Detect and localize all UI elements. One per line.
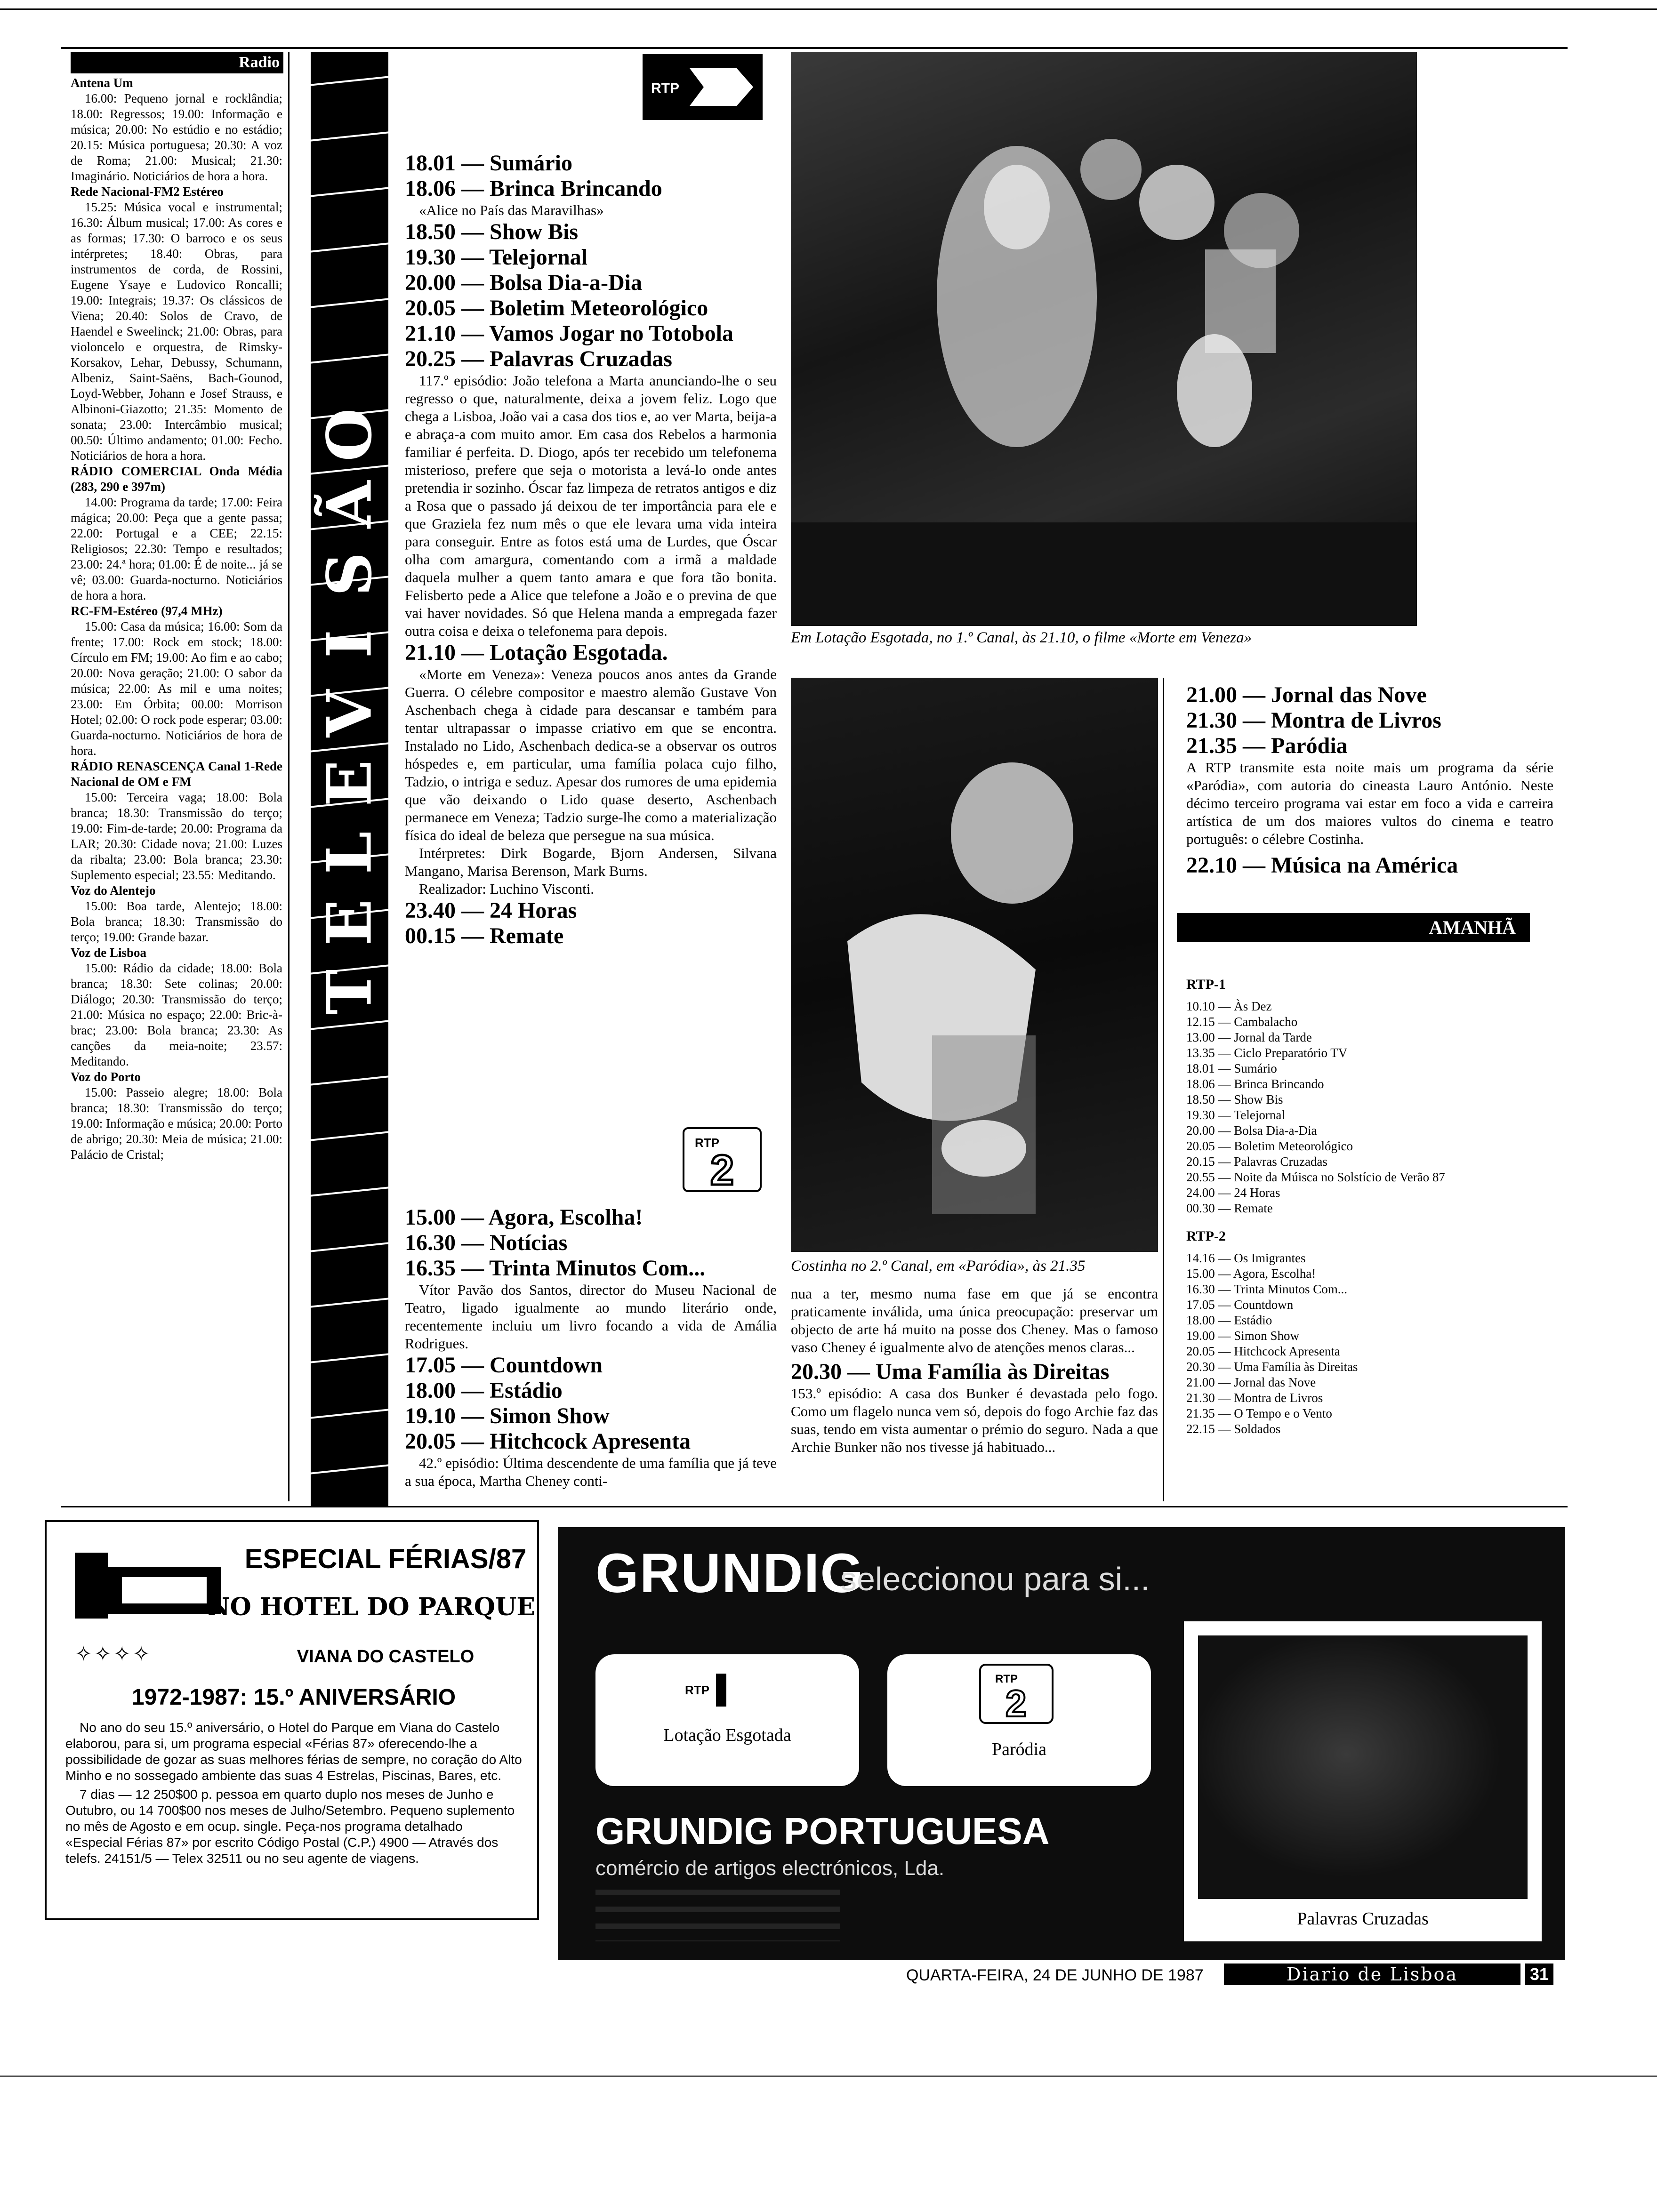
radio-station-schedule: 15.00: Terceira vaga; 18.00: Bola branca; 18.30: Transmissão do terço; 19.00: Fim-de-tarde; 20.00: Programa da LAR; 20.30: Cidade nova; 21.00: Luzes da ribalta; 23.00: Bola branca; 23.30: Suplemento especial; 23.55: Meditando.: [71, 790, 282, 882]
hotel-city: VIANA DO CASTELO: [297, 1647, 475, 1667]
schedule-item: 18.50 — Show Bis: [1186, 1092, 1283, 1106]
programme-desc: «Alice no País das Maravilhas»: [419, 202, 604, 218]
grundig-photo-box: [1184, 1621, 1542, 1941]
band-stripe: [311, 187, 388, 197]
rtp2-evening: [1186, 682, 1553, 878]
schedule-item: 19.00 — Simon Show: [1186, 1329, 1300, 1343]
frame-bottom: [61, 1506, 1568, 1507]
band-stripe: [311, 1464, 388, 1474]
ad-hotel-parque: [45, 1520, 539, 1920]
footer-masthead: Diario de Lisboa: [1224, 1964, 1520, 1985]
programme-title: 18.50 — Show Bis: [405, 219, 579, 244]
hotel-title2: NO HOTEL DO PARQUE: [207, 1593, 535, 1621]
band-stripe: [311, 131, 388, 141]
radio-header: Radio: [71, 52, 283, 73]
radio-station-schedule: 15.00: Boa tarde, Alentejo; 18.00: Bola branca; 18.30: Transmissão do terço; 19.00: Grande bazar.: [71, 899, 282, 944]
radio-station-schedule: 15.00: Passeio alegre; 18.00: Bola branca; 18.30: Transmissão do terço; 19.00: Informação e música; 20.00: Porto de abrigo; 20.30: Meia de música; 21.00: Palácio de Cristal;: [71, 1085, 282, 1162]
programme-title: 18.01 — Sumário: [405, 151, 573, 176]
schedule-item: 17.05 — Countdown: [1186, 1298, 1294, 1312]
programme-title: 20.25 — Palavras Cruzadas: [405, 346, 672, 371]
programme-title: 18.00 — Estádio: [405, 1378, 563, 1403]
svg-text:RTP: RTP: [685, 1683, 709, 1697]
programme-desc: «Morte em Veneza»: Veneza poucos anos antes da Grande Guerra. O célebre compositor e maestro alemão Gustave Von Aschenbach chega à cidade para descansar e também para tentar ultrapassar o impasse criativo em que se encontra. Instalado no Lido, Aschenbach dedica-se a observar os outros hóspedes e, em particular, uma família polaca cujo filho, Tadzio, o intriga e seduz. Apesar dos rumores de uma epidemia que vão deixando o Lido quase deserto, Aschenbach permanece em Veneza; Tadzio surge-lhe como a materialização física do ideal de beleza que persegue na sua música.: [405, 666, 777, 843]
schedule-item: 20.00 — Bolsa Dia-a-Dia: [1186, 1123, 1317, 1138]
radio-station-schedule: 14.00: Programa da tarde; 17.00: Feira mágica; 20.00: Peça que a gente passa; 22.00: Portugal e a CEE; 22.15: Religiosos; 22.30: Tempo e resultados; 23.00: 24.ª hora; 01.00: É de noite... já se vê; 03.00: Guarda-nocturno. Noticiários de hora a hora.: [71, 495, 282, 602]
programme-title: 19.30 — Telejornal: [405, 245, 588, 270]
schedule-item: 13.35 — Ciclo Preparatório TV: [1186, 1046, 1348, 1060]
grundig-box-lotacao: [595, 1654, 859, 1786]
rtp2-icon: [684, 1129, 760, 1190]
schedule-item: 00.30 — Remate: [1186, 1201, 1273, 1215]
grundig-box1-label: Lotação Esgotada: [663, 1725, 791, 1745]
grundig-tagline: seleccionou para si...: [840, 1561, 1150, 1597]
grundig-company-sub: comércio de artigos electrónicos, Lda.: [595, 1857, 945, 1880]
page-number: 31: [1525, 1964, 1553, 1985]
evening-item-1: 21.00 — Jornal das Nove: [1186, 682, 1427, 707]
programme-title: 21.10 — Lotação Esgotada.: [405, 640, 668, 665]
grundig-brand: GRUNDIG: [595, 1542, 865, 1604]
grundig-photo-caption: Palavras Cruzadas: [1297, 1909, 1429, 1929]
programme-title: 21.10 — Vamos Jogar no Totobola: [405, 321, 733, 346]
amanha-rtp1-label: RTP-1: [1186, 977, 1226, 992]
band-stripe: [311, 1242, 388, 1252]
hotel-body1: No ano do seu 15.º aniversário, o Hotel do Parque em Viana do Castelo elaborou, para si, um programa especial «Férias 87» oferecendo-lhe a possibilidade de gozar as suas melhores férias de sempre, no coração do Alto Minho e no sossegado ambiente das suas 4 Estrelas, Piscinas, Bares, etc.: [65, 1720, 522, 1783]
musica-america: 22.10 — Música na América: [1186, 853, 1458, 878]
band-stripe: [311, 1409, 388, 1419]
parodia-desc: A RTP transmite esta noite mais um programa da série «Paródia», com autoria do cineasta Lauro António. Neste décimo terceiro programa vai estar em foco a vida e carreira artística de um dos maiores vultos do cinema e teatro português: o célebre Costinha.: [1186, 759, 1553, 847]
amanha-schedule: [1186, 977, 1544, 1437]
hotel-body2: 7 dias — 12 250$00 p. pessoa em quarto duplo nos meses de Junho e Outubro, ou 14 700$00 nos meses de Julho/Setembro. Pequeno suplemento no mês de Agosto e em ocup. single. Peça-nos programa detalhado «Especial Férias 87» por escrito Código Postal (C.P.) 4900 — Através dos telefs. 24151/5 — Telex 32511 ou no seu agente de viagens.: [65, 1787, 515, 1866]
caption-photo2: Costinha no 2.º Canal, em «Paródia», às 21.35: [791, 1258, 1086, 1274]
hotel-title1: ESPECIAL FÉRIAS/87: [244, 1544, 527, 1574]
television-letter: S: [313, 552, 386, 596]
programme-title: 20.05 — Hitchcock Apresenta: [405, 1429, 691, 1454]
schedule-item: 21.00 — Jornal das Nove: [1186, 1375, 1316, 1389]
television-letter: E: [313, 899, 386, 946]
schedule-item: 20.05 — Hitchcock Apresenta: [1186, 1344, 1340, 1358]
grundig-box2-label: Paródia: [991, 1739, 1047, 1759]
evening-item-2: 21.30 — Montra de Livros: [1186, 708, 1441, 733]
radio-station-schedule: 15.00: Casa da música; 16.00: Som da frente; 17.00: Rock em stock; 18.00: Círculo em FM; 19.00: Ao fim e ao cabo; 20.00: Nova geração; 21.00: O sabor da música; 22.00: As mil e uma noites; 23.00: Em Órbita; 00.00: Morrison Hotel; 02.00: O rock pode esperar; 03.00: Guarda-nocturno. Noticiários de hora de hora.: [71, 619, 282, 758]
svg-text:RTP: RTP: [651, 80, 679, 96]
band-stripe: [311, 76, 388, 86]
ad-grundig: [558, 1527, 1565, 1960]
radio-station-name: Voz de Lisboa: [71, 946, 147, 960]
schedule-item: 20.05 — Boletim Meteorológico: [1186, 1139, 1353, 1153]
schedule-item: 20.30 — Uma Família às Direitas: [1186, 1360, 1358, 1374]
grundig-company: GRUNDIG PORTUGUESA: [595, 1810, 1050, 1852]
bottom-rule: [0, 2076, 1657, 2077]
schedule-item: 14.16 — Os Imigrantes: [1186, 1251, 1306, 1265]
svg-text:2: 2: [710, 1147, 734, 1190]
rtp1-logo: [643, 54, 763, 120]
schedule-item: 13.00 — Jornal da Tarde: [1186, 1030, 1312, 1044]
frame-top: [61, 47, 1568, 49]
programme-title: 20.05 — Boletim Meteorológico: [405, 296, 708, 321]
radio-station-name: RC-FM-Estéreo (97,4 MHz): [71, 604, 223, 618]
schedule-item: 18.06 — Brinca Brincando: [1186, 1077, 1324, 1091]
programme-title: 20.00 — Bolsa Dia-a-Dia: [405, 270, 642, 295]
programme-title: 17.05 — Countdown: [405, 1353, 603, 1378]
band-stripe: [311, 1353, 388, 1363]
radio-station-name: Antena Um: [71, 76, 133, 90]
radio-station-name: RÁDIO COMERCIAL Onda Média (283, 290 e 397m): [71, 464, 282, 494]
programme-extra2: Realizador: Luchino Visconti.: [419, 881, 595, 897]
schedule-item: 24.00 — 24 Horas: [1186, 1186, 1280, 1200]
band-stripe: [311, 1131, 388, 1141]
familia-title: 20.30 — Uma Família às Direitas: [791, 1359, 1110, 1384]
radio-listings: [71, 75, 282, 1162]
amanha-rtp1-list: [1186, 999, 1544, 1216]
schedule-item: 21.35 — O Tempo e o Vento: [1186, 1406, 1332, 1420]
schedule-item: 19.30 — Telejornal: [1186, 1108, 1285, 1122]
television-letter: I: [313, 629, 386, 658]
television-letter: Ã: [313, 481, 386, 529]
rtp1-arrow-icon: [643, 54, 763, 120]
photo-illustration: [791, 52, 1417, 626]
television-label: [311, 400, 388, 1106]
hotel-body: [65, 1720, 522, 1867]
top-rule: [0, 8, 1657, 10]
hitchcock-continued: nua a ter, mesmo numa fase em que já se encontra praticamente inválida, uma única preocupação: preservar um objecto de arte há muito na posse dos Cheney. Mas o famoso vaso Cheney é igualmente alvo de atenções menos claras...: [791, 1285, 1158, 1355]
programme-title: 00.15 — Remate: [405, 923, 564, 948]
television-letter: E: [313, 760, 386, 807]
hotel-anniversary: 1972-1987: 15.º ANIVERSÁRIO: [131, 1685, 456, 1710]
television-letter: T: [313, 969, 386, 1015]
rtp2-logo: [683, 1127, 762, 1192]
television-letter: L: [313, 831, 386, 874]
column-divider-right: [1163, 678, 1164, 1501]
svg-text:2: 2: [1005, 1683, 1027, 1722]
schedule-item: 18.00 — Estádio: [1186, 1313, 1272, 1327]
radio-station-schedule: 15.25: Música vocal e instrumental; 16.30: Álbum musical; 17.00: As cores e as formas; 17.30: O barroco e os seus intérpretes; 18.40: Obras, para instrumentos de corda, de Rossini, Eugene Ysaye e Ludovico Roncalli; 19.00: Integrais; 19.37: Os clássicos de Viena; 20.40: Solos de Cravo, de Haendel e Sweelinck; 21.00: Obras, para violoncelo e orquestra, de Rimsky-Korsakov, Lehar, Debussy, Schumann, Albeniz, Saint-Saëns, Bach-Gounod, Loyd-Webber, Johann e Josef Strauss, e Albinoni-Giazotto; 21.35: Momento de sonata; 23.00: Intercâmbio musical; 00.50: Último andamento; 01.00: Fecho. Noticiários de hora a hora.: [71, 200, 282, 463]
column-divider: [288, 52, 290, 1501]
programme-desc: 117.º episódio: João telefona a Marta anunciando-lhe o seu regresso o que, naturalmente, deixa a jovem feliz. Logo que chega a Lisboa, João vai a casa dos tios e, ao ver Marta, beija-a e abraça-a com muito amor. Em casa dos Rebelos a harmonia familiar é perfeita. D. Diogo, após ter recebido um telefonema misterioso, prefere que seja o motorista a levá-lo onde antes pretendia ir sozinho. Óscar faz limpeza de retratos antigos e diz a Rosa que o passado já deixou de ter importância para ele e que Graziela fez num mês o que ele levara uma vida inteira para conseguir. Entre as fotos está uma de Lurdes, que Óscar olha com amargura, comentando com a irmã a maldade daquela mulher a quem tanto amara e que fora tão bonita. Felisberto pede a Alice que telefone a João e o previna de que vai haver novidades. Só que Helena manda a empregada fazer outra coisa e deixa o telefonema para depois.: [405, 372, 777, 639]
radio-station-schedule: 15.00: Rádio da cidade; 18.00: Bola branca; 18.30: Sete colinas; 20.00: Diálogo; 20.30: Transmissão do terço; 21.00: Música no espaço; 22.00: Bric-à-brac; 23.00: Bola branca; 23.30: As canções da meia-noite; 23.57: Meditando.: [71, 961, 282, 1068]
schedule-item: 16.30 — Trinta Minutos Com...: [1186, 1282, 1348, 1296]
photo-illustration-2: [791, 678, 1158, 1252]
photo-morte-em-veneza: [791, 52, 1417, 626]
grundig-photo: [1198, 1635, 1528, 1899]
footer-date: QUARTA-FEIRA, 24 DE JUNHO DE 1987: [906, 1966, 1204, 1984]
schedule-item: 12.15 — Cambalacho: [1186, 1015, 1298, 1029]
svg-text:RTP: RTP: [695, 1136, 719, 1150]
band-stripe: [311, 1298, 388, 1307]
schedule-item: 22.15 — Soldados: [1186, 1422, 1281, 1436]
programme-desc: Vítor Pavão dos Santos, director do Museu Nacional de Teatro, ligado igualmente ao mundo literário onde, recentemente incluiu um livro focando a vida de Amália Rodrigues.: [405, 1282, 777, 1352]
band-stripe: [311, 353, 388, 363]
programme-title: 19.10 — Simon Show: [405, 1403, 610, 1428]
svg-text:RTP: RTP: [995, 1673, 1018, 1685]
rtp1-listings: [405, 151, 777, 949]
evening-item-3: 21.35 — Paródia: [1186, 733, 1348, 758]
amanha-header: AMANHÃ: [1177, 913, 1530, 942]
radio-station-schedule: 16.00: Pequeno jornal e rocklândia; 18.00: Regressos; 19.00: Informação e música; 20.00: No estúdio e no estádio; 20.15: Música portuguesa; 20.30: A voz de Roma; 21.00: Musical; 21.30: Imaginário. Noticiários de hora a hora.: [71, 91, 282, 183]
schedule-item: 20.15 — Palavras Cruzadas: [1186, 1154, 1327, 1169]
band-stripe: [311, 1186, 388, 1196]
schedule-item: 10.10 — Às Dez: [1186, 999, 1272, 1013]
schedule-item: 15.00 — Agora, Escolha!: [1186, 1266, 1316, 1281]
rtp2-continued: [791, 1285, 1158, 1456]
band-stripe: [311, 298, 388, 308]
programme-extra1: Intérpretes: Dirk Bogarde, Bjorn Andersen, Silvana Mangano, Marisa Berenson, Mark Burns.: [405, 845, 777, 879]
television-letter: O: [313, 408, 386, 462]
familia-desc: 153.º episódio: A casa dos Bunker é devastada pelo fogo. Como um flagelo nunca vem só, depois do fogo Archie faz das suas, tendo em vista aumentar o prémio do seguro. Nada a que Archie Bunker não nos tivesse já habituado...: [791, 1385, 1158, 1455]
band-stripe: [311, 242, 388, 252]
hotel-stars: ✧✧✧✧: [75, 1643, 152, 1666]
grundig-rtp2-icon: [979, 1664, 1054, 1724]
radio-station-name: RÁDIO RENASCENÇA Canal 1-Rede Nacional de OM e FM: [71, 759, 282, 789]
caption-photo1: Em Lotação Esgotada, no 1.º Canal, às 21.10, o filme «Morte em Veneza»: [791, 629, 1252, 646]
programme-title: 18.06 — Brinca Brincando: [405, 176, 662, 201]
photo-costinha: [791, 678, 1158, 1252]
schedule-item: 20.55 — Noite da Múisca no Solstício de Verão 87: [1186, 1170, 1445, 1184]
grundig-address-faint: [595, 1890, 840, 1941]
schedule-item: 18.01 — Sumário: [1186, 1061, 1277, 1075]
schedule-item: 21.30 — Montra de Livros: [1186, 1391, 1323, 1405]
radio-station-name: Voz do Alentejo: [71, 883, 156, 898]
amanha-rtp2-list: [1186, 1250, 1544, 1437]
programme-title: 15.00 — Agora, Escolha!: [405, 1205, 643, 1230]
programme-desc: 42.º episódio: Última descendente de uma família que já teve a sua época, Martha Cheney conti-: [405, 1455, 777, 1489]
radio-station-name: Voz do Porto: [71, 1070, 141, 1084]
programme-title: 16.30 — Notícias: [405, 1230, 568, 1255]
television-letter: V: [313, 689, 386, 737]
programme-title: 16.35 — Trinta Minutos Com...: [405, 1256, 706, 1281]
grundig-rtp1-icon: [676, 1671, 779, 1708]
amanha-rtp2-label: RTP-2: [1186, 1228, 1226, 1244]
rtp2-listings: [405, 1205, 777, 1490]
programme-title: 23.40 — 24 Horas: [405, 898, 577, 923]
grundig-box-parodia: [887, 1654, 1151, 1786]
radio-station-name: Rede Nacional-FM2 Estéreo: [71, 184, 224, 199]
